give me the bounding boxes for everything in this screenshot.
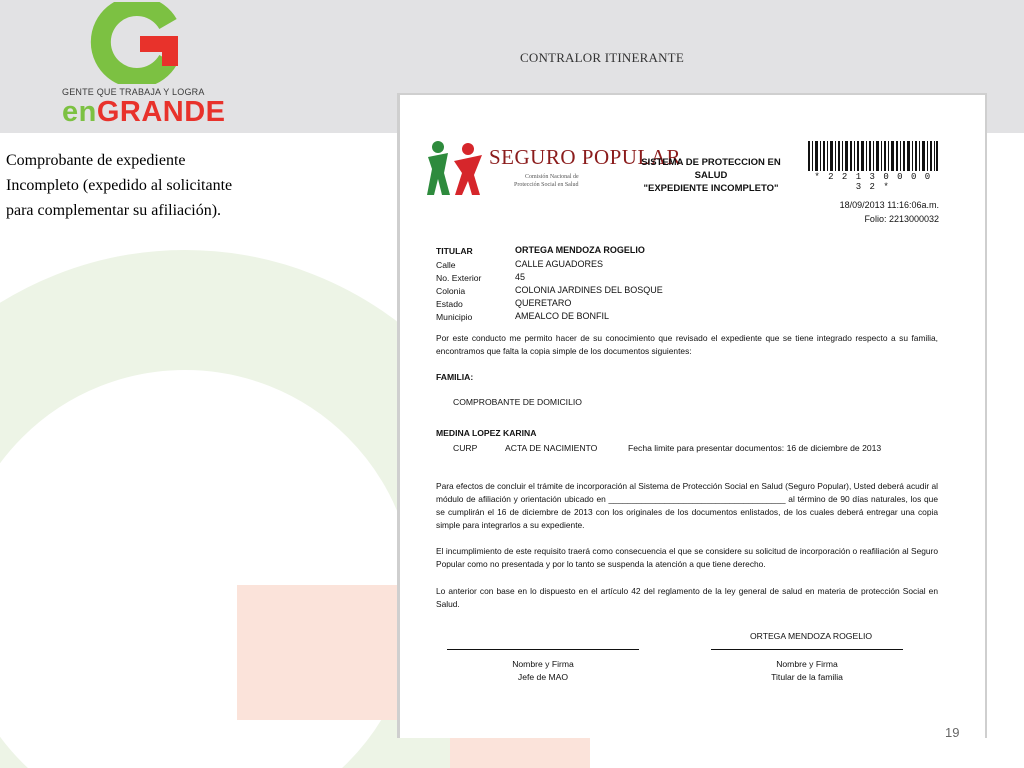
- slide-caption: [6, 148, 306, 223]
- member-deadline: Fecha limite para presentar documentos: 16 de diciembre de 2013: [628, 443, 882, 453]
- caption-line: Comprobante de expediente: [6, 152, 186, 169]
- seguro-popular-name: SEGURO POPULAR: [489, 145, 681, 169]
- signature-caption-line: Titular de la familia: [771, 672, 843, 682]
- barcode-icon: [808, 141, 938, 171]
- field-value: QUERETARO: [515, 298, 572, 308]
- seguro-popular-subtitle: Comisión Nacional de: [525, 174, 579, 180]
- caption-line: para complementar su afiliación).: [6, 202, 222, 219]
- familia-label: FAMILIA:: [436, 372, 474, 382]
- field-label: Colonia: [436, 286, 466, 296]
- titular-label: TITULAR: [436, 246, 473, 256]
- signature-caption-line: Nombre y Firma: [512, 659, 574, 669]
- engrande-logo: [56, 2, 226, 128]
- header-title: CONTRALOR ITINERANTE: [520, 50, 684, 65]
- barcode-number: * 2 2 1 3 0 0 0 0 3 2 *: [814, 172, 932, 192]
- field-label: Calle: [436, 260, 456, 270]
- system-title-line: "EXPEDIENTE INCOMPLETO": [643, 183, 779, 194]
- signature-caption-left: [447, 658, 639, 684]
- logo-wordmark: [62, 96, 226, 129]
- seguro-popular-figures-icon: [424, 139, 488, 199]
- document-scan: [400, 95, 985, 738]
- logo-word-grande: GRANDE: [96, 96, 226, 128]
- signature-line-left: [447, 649, 639, 650]
- legal-basis-paragraph: Lo anterior con base en lo dispuesto en el artículo 42 del reglamento de la ley general de salud en materia de protección Social en Salud.: [436, 586, 938, 609]
- signature-caption-line: Jefe de MAO: [517, 672, 569, 682]
- field-value: CALLE AGUADORES: [515, 259, 604, 269]
- field-value: COLONIA JARDINES DEL BOSQUE: [515, 285, 663, 295]
- member-doc: CURP: [453, 443, 478, 453]
- document-folio: Folio: 2213000032: [864, 214, 939, 224]
- member-doc: ACTA DE NACIMIENTO: [505, 443, 598, 453]
- logo-tagline: GENTE QUE TRABAJA Y LOGRA: [62, 87, 205, 97]
- signature-caption-right: [711, 658, 903, 684]
- field-label: Municipio: [436, 312, 473, 322]
- familia-item: COMPROBANTE DE DOMICILIO: [453, 397, 582, 407]
- signature-name: ORTEGA MENDOZA ROGELIO: [749, 631, 873, 641]
- field-value: AMEALCO DE BONFIL: [515, 311, 610, 321]
- signature-line-right: [711, 649, 903, 650]
- field-value: 45: [515, 272, 526, 282]
- procedure-paragraph: Para efectos de concluir el trámite de incorporación al Sistema de Protección Social en Salud (Seguro Popular), Usted deberá acudir al módulo de afiliación y orientación ubicado en ______________________________________ al término de 90 días naturales, los que se cumplirán el 16 de diciembre de 2013 con los originales de los documentos enlistados, de los cuales deberá entregar una copia simple para integrarlos a su expediente.: [436, 481, 938, 530]
- logo-word-en: en: [62, 96, 97, 128]
- caption-line: Incompleto (expedido al solicitante: [6, 177, 233, 194]
- consequence-paragraph: El incumplimiento de este requisito traerá como consecuencia el que se considere su solicitud de incorporación o reafiliación al Seguro Popular como no presentada y por lo tanto se suspenda la atención a que tiene derecho.: [436, 546, 938, 569]
- field-label: Estado: [436, 299, 463, 309]
- titular-value: ORTEGA MENDOZA ROGELIO: [515, 245, 645, 255]
- field-label: No. Exterior: [436, 273, 482, 283]
- seguro-popular-subtitle: Protección Social en Salud: [514, 182, 579, 188]
- system-title-line: SISTEMA DE PROTECCION EN SALUD: [641, 157, 781, 181]
- document-date: 18/09/2013 11:16:06a.m.: [839, 200, 939, 210]
- intro-paragraph: Por este conducto me permito hacer de su conocimiento que revisado el expediente que se tiene integrado respecto a su familia, encontramos que falta la copia simple de los documentos siguientes:: [436, 333, 938, 356]
- g-logo-icon: [90, 2, 200, 84]
- document-system-title: [633, 156, 789, 195]
- page-number: 19: [945, 725, 960, 740]
- signature-caption-line: Nombre y Firma: [776, 659, 838, 669]
- member-name: MEDINA LOPEZ KARINA: [436, 428, 537, 438]
